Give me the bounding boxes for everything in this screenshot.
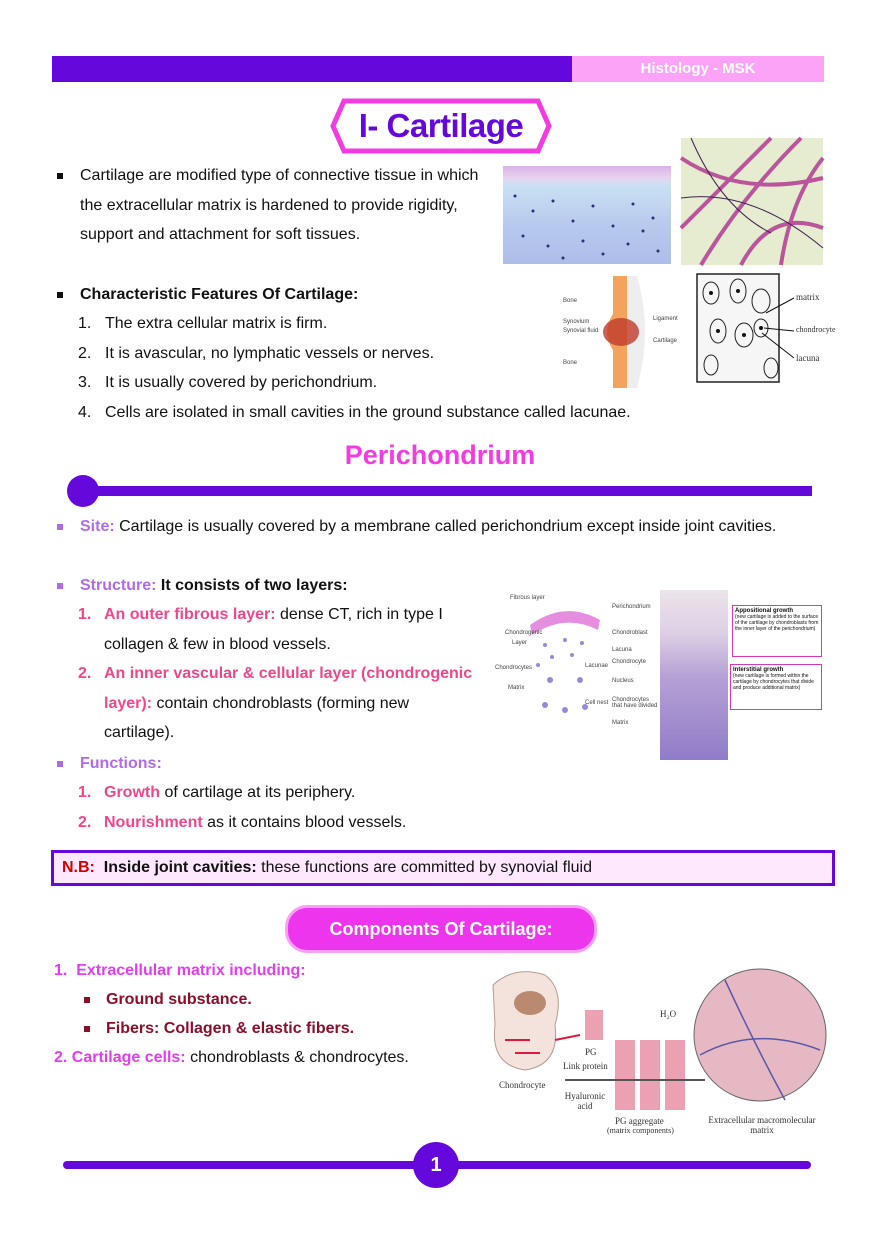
features-list (78, 309, 631, 427)
hyaline-cartilage-micrograph (503, 166, 671, 264)
bullet-icon (57, 761, 63, 767)
appositional-growth-box: Appositional growth (new cartilage is added to the surface of the cartilage by chondroblasts from the inner layer of the perichondrium) (732, 605, 822, 657)
list-item: 2. It is avascular, no lymphatic vessels or nerves. (78, 344, 435, 362)
note-box: N.B: Inside joint cavities: these functions are committed by synovial fluid (51, 850, 835, 886)
list-item: 3. It is usually covered by perichondrium. (78, 374, 378, 391)
interstitial-growth-box: Interstitial growth (new cartilage is formed within the cartilage by chondrocytes that divide and produce additional matrix) (730, 664, 822, 710)
structure-heading: Structure: It consists of two layers: (80, 577, 348, 594)
component-item-2: 2. Cartilage cells: chondroblasts & chondrocytes. (54, 1049, 409, 1066)
cartilage-cells-drawing: matrix chondrocyte lacuna (696, 273, 828, 385)
functions-heading: Functions: (80, 755, 162, 772)
page-title: I- Cartilage (358, 107, 524, 144)
bullet-icon (57, 292, 63, 298)
cartilage-definition: Cartilage are modified type of connective tissue in which the extracellular matrix is hardened to provide rigidity, support and attachment for soft tissues. (80, 167, 479, 243)
synovial-joint-diagram: Bone Synovium Synovial fluid Bone Ligament Cartilage (563, 274, 675, 390)
components-heading: Components Of Cartilage: (285, 905, 597, 953)
page-number: 1 (413, 1142, 459, 1188)
component-item-1: 1. Extracellular matrix including: (54, 962, 306, 979)
function-item: 2. Nourishment as it contains blood vessels. (78, 814, 407, 831)
elastic-cartilage-micrograph (681, 138, 823, 265)
list-item: 1. The extra cellular matrix is firm. (78, 315, 328, 332)
divider-dot (67, 475, 99, 507)
header-bar (52, 56, 572, 82)
site-paragraph: Site: Cartilage is usually covered by a membrane called perichondrium except inside joint cavities. (80, 518, 777, 535)
sub-item: Fibers: Collagen & elastic fibers. (106, 1020, 355, 1037)
bullet-icon (84, 1026, 90, 1032)
perichondrium-diagram: Fibrous layer Chondrogenic Layer Chondrocytes Matrix Lacunae Cell nest (490, 585, 610, 725)
bullet-icon (84, 997, 90, 1003)
section-divider (70, 486, 812, 496)
layer-item: 2. An inner vascular & cellular layer (chondrogenic layer): contain chondroblasts (forming new cartilage). (78, 665, 473, 741)
list-item: 4. Cells are isolated in small cavities in the ground substance called lacunae. (78, 403, 631, 421)
cartilage-matrix-diagram: Chondrocyte PG Link protein Hyaluronic acid H₂O PG aggregate (matrix components) Extracellular macromolecular matrix (485, 965, 830, 1137)
sub-item: Ground substance. (106, 991, 252, 1008)
bullet-icon (57, 524, 63, 530)
bullet-icon (57, 173, 63, 179)
bullet-icon (57, 583, 63, 589)
layer-item: 1. An outer fibrous layer: dense CT, rich in type I collagen & few in blood vessels. (78, 606, 443, 653)
features-heading: Characteristic Features Of Cartilage: (80, 286, 359, 303)
section-title-perichondrium: Perichondrium (344, 440, 536, 470)
function-item: 1. Growth of cartilage at its periphery. (78, 784, 356, 801)
header-tag: Histology - MSK (572, 56, 824, 82)
cartilage-growth-micrograph: Perichondrium Chondroblast Lacuna Chondrocyte Nucleus Chondrocytes that have divided Matrix Appositional growth (new cartilage is added to the surface of the cartilage by chondroblasts from the inner layer of the perichondrium) Interstitial growth (new cartilage is formed within the cartilage by chondrocytes that divide and produce additional matrix) (612, 590, 827, 760)
